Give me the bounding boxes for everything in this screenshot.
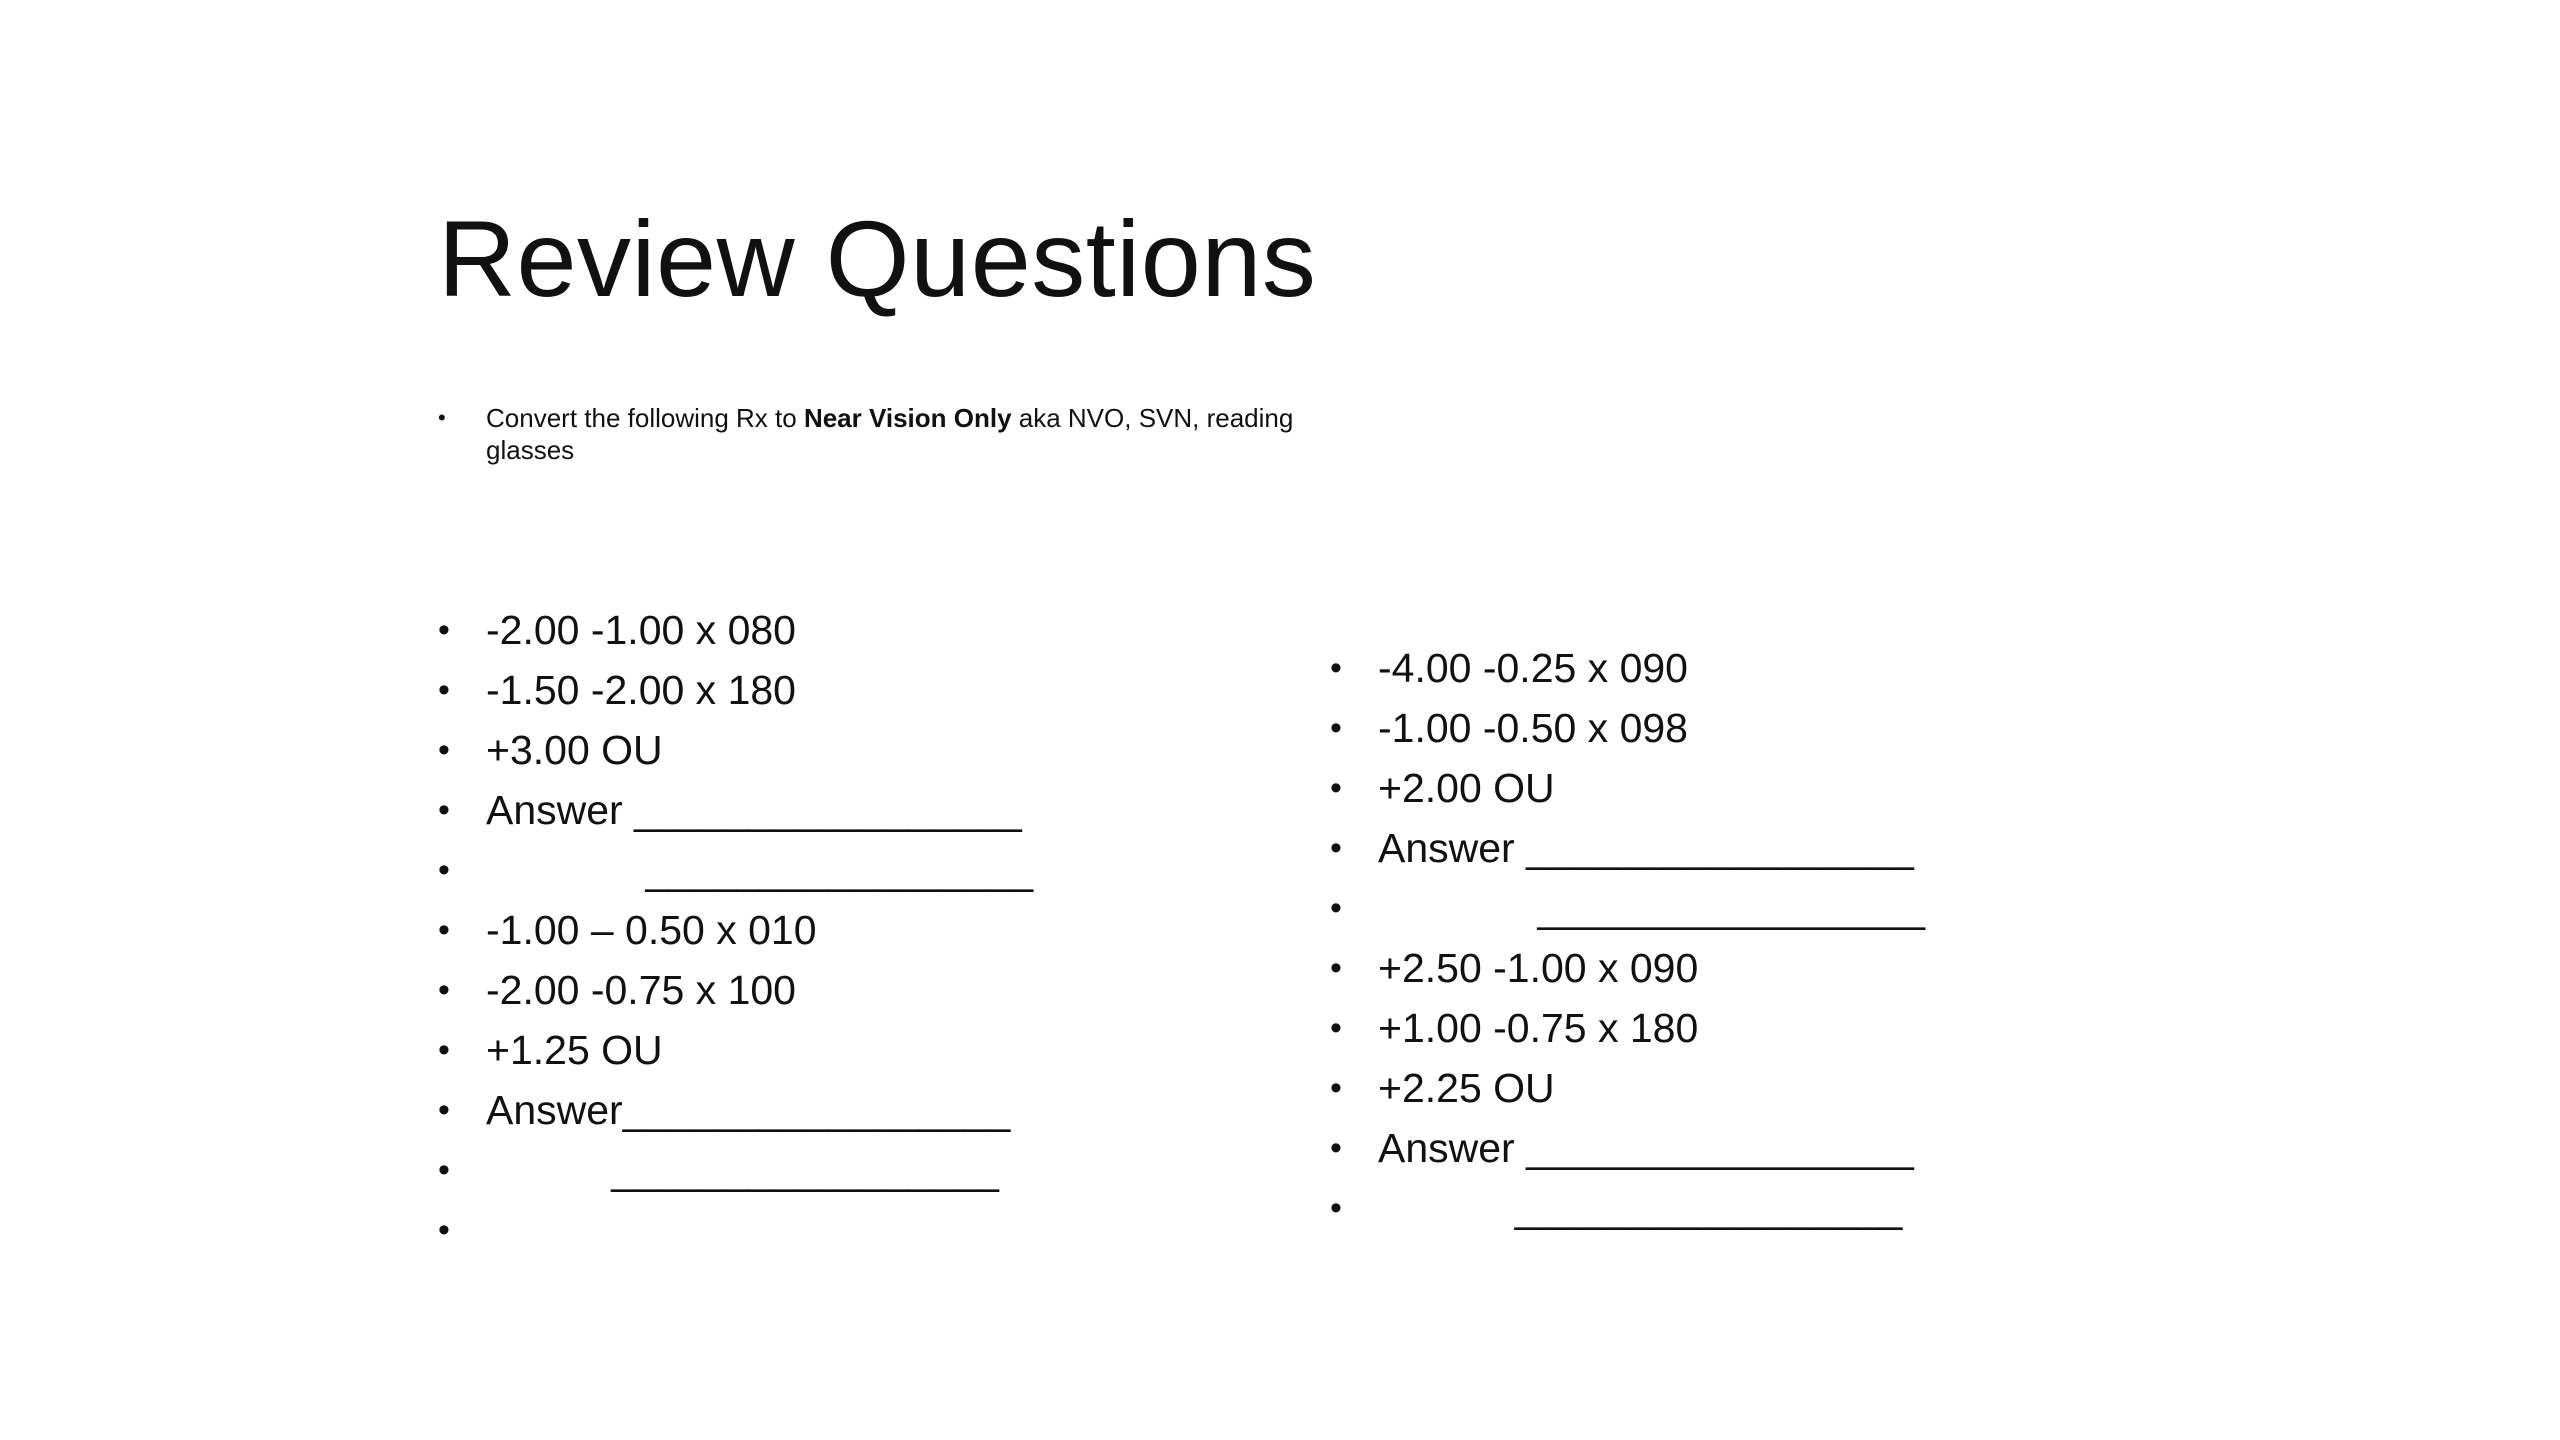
bullet-icon: • [438,791,450,829]
bullet-icon: • [438,731,450,769]
left-question-list [438,600,1033,1260]
bullet-icon: • [438,851,450,889]
bullet-icon: • [438,611,450,649]
bullet-icon: • [1330,889,1342,927]
bullet-icon: • [438,1211,450,1249]
list-item [438,960,1033,1020]
bullet-icon: • [1330,649,1342,687]
bullet-icon: • [1330,709,1342,747]
list-item-text: +2.00 OU [1378,765,1555,811]
list-item [1330,1178,1925,1238]
list-item-text: +1.25 OU [486,1027,663,1073]
right-question-list [1330,638,1925,1238]
list-item-text: +3.00 OU [486,727,663,773]
list-item-text: -2.00 -1.00 x 080 [486,607,796,653]
instruction-bullet [438,402,1298,466]
bullet-icon: • [1330,949,1342,987]
list-item [438,720,1033,780]
list-item [438,900,1033,960]
list-item-text: _________________ [486,1147,999,1193]
list-item [1330,1058,1925,1118]
bullet-icon: • [438,1091,450,1129]
list-item-text: +2.50 -1.00 x 090 [1378,945,1699,991]
list-item-text: -1.50 -2.00 x 180 [486,667,796,713]
list-item [1330,998,1925,1058]
list-item-text: -1.00 -0.50 x 098 [1378,705,1688,751]
list-item-text: _________________ [486,847,1034,893]
bullet-icon: • [438,971,450,1009]
bullet-icon: • [1330,1069,1342,1107]
list-item-text: +2.25 OU [1378,1065,1555,1111]
bullet-icon: • [1330,1129,1342,1167]
list-item [438,840,1033,900]
list-item [1330,938,1925,998]
list-item [1330,1118,1925,1178]
list-item [438,780,1033,840]
bullet-icon: • [1330,1189,1342,1227]
list-item [1330,758,1925,818]
slide-title: Review Questions [438,198,1317,319]
list-item [438,600,1033,660]
list-item [438,660,1033,720]
bullet-icon: • [1330,829,1342,867]
list-item [1330,698,1925,758]
list-item-text: -2.00 -0.75 x 100 [486,967,796,1013]
bullet-icon: • [1330,769,1342,807]
list-item-text: -4.00 -0.25 x 090 [1378,645,1688,691]
list-item [1330,638,1925,698]
list-item-text: -1.00 – 0.50 x 010 [486,907,817,953]
list-item [1330,878,1925,938]
bullet-icon: • [438,671,450,709]
list-item-text: Answer _________________ [1378,825,1914,871]
list-item [438,1140,1033,1200]
list-item-text: _________________ [1378,885,1926,931]
list-item [438,1080,1033,1140]
list-item [1330,818,1925,878]
bullet-icon: • [438,1031,450,1069]
instruction-bold: Near Vision Only [803,403,1012,433]
instruction-prefix: Convert the following Rx to [486,403,804,433]
list-item-text: +1.00 -0.75 x 180 [1378,1005,1699,1051]
list-item-text: Answer _________________ [1378,1125,1914,1171]
bullet-icon: • [438,405,446,430]
list-item [438,1020,1033,1080]
list-item-text: Answer_________________ [486,1087,1011,1133]
list-item-text: Answer _________________ [486,787,1022,833]
list-item-text: _________________ [1378,1185,1903,1231]
instruction-suffix: aka NVO, SVN, reading glasses [486,403,1294,465]
bullet-icon: • [438,1151,450,1189]
bullet-icon: • [1330,1009,1342,1047]
list-item [438,1200,1033,1260]
instruction-text [486,402,1298,466]
bullet-icon: • [438,911,450,949]
